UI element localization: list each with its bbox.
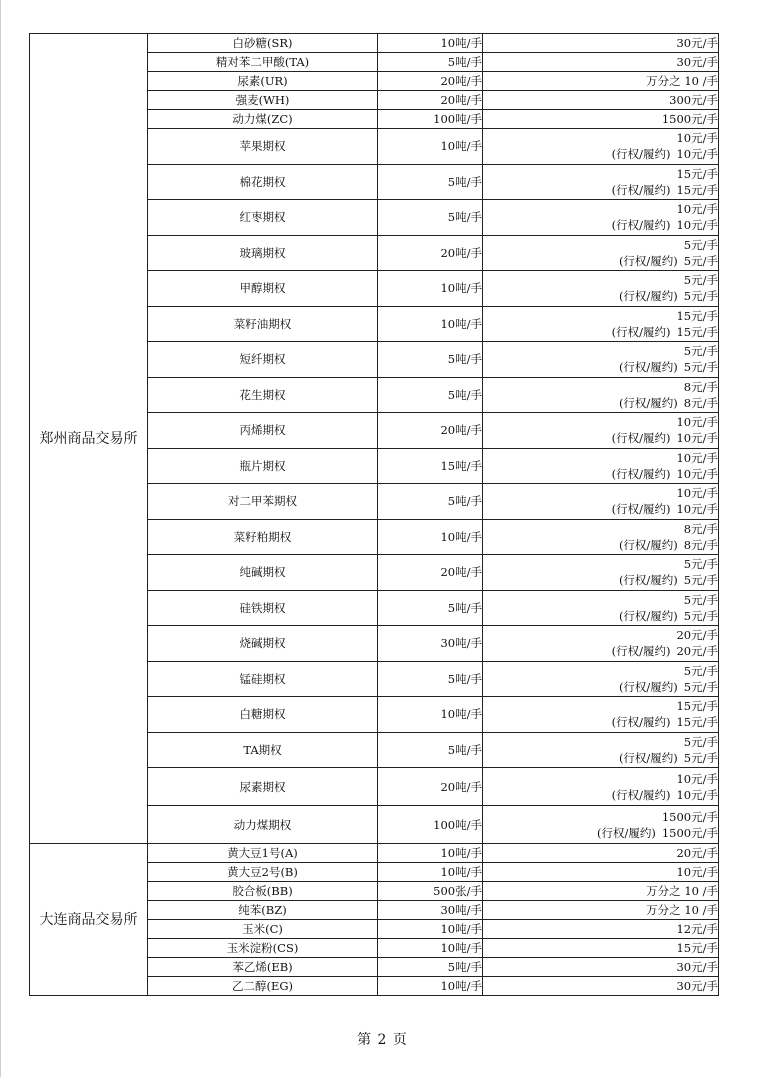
product-name: 棉花期权 [148,164,378,200]
fee-cell [483,271,719,307]
trading-unit: 30吨/手 [378,901,483,920]
exercise-fee: 5元/手 [683,253,718,268]
trading-unit: 100吨/手 [378,110,483,129]
trading-unit: 10吨/手 [378,920,483,939]
trading-unit: 20吨/手 [378,555,483,591]
exercise-label: (行权/履约) [618,750,678,765]
fee-cell [483,484,719,520]
exercise-fee: 5元/手 [683,360,718,375]
fee-cell [483,732,719,768]
trading-unit: 5吨/手 [378,484,483,520]
exercise-fee: 5元/手 [683,573,718,588]
trading-unit: 10吨/手 [378,519,483,555]
trading-unit: 10吨/手 [378,939,483,958]
exercise-fee: 10元/手 [676,431,718,446]
exercise-label: (行权/履约) [611,147,671,162]
trading-fee: 5元/手 [683,592,718,607]
product-name: 苯乙烯(EB) [148,958,378,977]
fee-cell [483,235,719,271]
product-name: 动力煤(ZC) [148,110,378,129]
product-name: TA期权 [148,732,378,768]
trading-unit: 10吨/手 [378,129,483,165]
exercise-label: (行权/履约) [618,608,678,623]
trading-fee: 10元/手 [676,450,718,465]
trading-unit: 10吨/手 [378,34,483,53]
exercise-fee: 5元/手 [683,679,718,694]
product-name: 白糖期权 [148,697,378,733]
exercise-label: (行权/履约) [611,787,671,802]
exercise-label: (行权/履约) [611,715,671,730]
trading-unit: 10吨/手 [378,863,483,882]
trading-unit: 5吨/手 [378,732,483,768]
exercise-fee: 10元/手 [676,147,718,162]
fee-cell: 15元/手 [483,939,719,958]
trading-unit: 5吨/手 [378,590,483,626]
exercise-fee: 5元/手 [683,608,718,623]
product-name: 纯苯(BZ) [148,901,378,920]
fee-cell: 30元/手 [483,34,719,53]
product-name: 尿素期权 [148,768,378,806]
exercise-fee: 10元/手 [676,502,718,517]
fee-cell [483,448,719,484]
trading-unit: 15吨/手 [378,448,483,484]
exercise-fee: 15元/手 [676,182,718,197]
trading-unit: 5吨/手 [378,661,483,697]
fee-cell [483,377,719,413]
page-edge [0,0,1,1077]
trading-unit: 5吨/手 [378,200,483,236]
futures-row [30,34,719,53]
fee-cell [483,555,719,591]
exercise-label: (行权/履约) [611,502,671,517]
exercise-label: (行权/履约) [618,360,678,375]
trading-fee: 10元/手 [676,202,718,217]
trading-unit: 5吨/手 [378,377,483,413]
trading-unit: 5吨/手 [378,164,483,200]
fee-cell: 12元/手 [483,920,719,939]
fee-cell [483,697,719,733]
fee-cell [483,306,719,342]
trading-fee: 1500元/手 [661,809,718,824]
product-name: 甲醇期权 [148,271,378,307]
exercise-label: (行权/履约) [611,466,671,481]
trading-unit: 10吨/手 [378,977,483,996]
futures-row [30,844,719,863]
fee-cell: 万分之 10 /手 [483,882,719,901]
exercise-label: (行权/履约) [596,825,656,840]
fee-cell: 1500元/手 [483,110,719,129]
product-name: 胶合板(BB) [148,882,378,901]
exercise-label: (行权/履约) [618,289,678,304]
fee-cell [483,806,719,844]
product-name: 对二甲苯期权 [148,484,378,520]
trading-unit: 20吨/手 [378,91,483,110]
fee-cell: 30元/手 [483,958,719,977]
product-name: 纯碱期权 [148,555,378,591]
fee-cell [483,164,719,200]
trading-unit: 10吨/手 [378,844,483,863]
trading-unit: 500张/手 [378,882,483,901]
exercise-label: (行权/履约) [611,431,671,446]
fee-cell [483,626,719,662]
product-name: 黄大豆1号(A) [148,844,378,863]
trading-unit: 5吨/手 [378,53,483,72]
trading-fee: 5元/手 [683,344,718,359]
exercise-label: (行权/履约) [611,218,671,233]
fee-cell: 30元/手 [483,977,719,996]
exercise-fee: 15元/手 [676,324,718,339]
product-name: 尿素(UR) [148,72,378,91]
product-name: 玉米(C) [148,920,378,939]
trading-fee: 10元/手 [676,415,718,430]
trading-unit: 5吨/手 [378,958,483,977]
exercise-fee: 1500元/手 [661,825,718,840]
trading-fee: 10元/手 [676,131,718,146]
trading-fee: 8元/手 [683,521,718,536]
exercise-fee: 5元/手 [683,289,718,304]
trading-unit: 10吨/手 [378,271,483,307]
product-name: 乙二醇(EG) [148,977,378,996]
fee-cell: 10元/手 [483,863,719,882]
exercise-fee: 5元/手 [683,750,718,765]
exercise-label: (行权/履约) [618,537,678,552]
fee-cell [483,342,719,378]
product-name: 花生期权 [148,377,378,413]
trading-unit: 30吨/手 [378,626,483,662]
product-name: 菜籽油期权 [148,306,378,342]
trading-unit: 100吨/手 [378,806,483,844]
product-name: 丙烯期权 [148,413,378,449]
trading-fee: 5元/手 [683,237,718,252]
fee-cell: 20元/手 [483,844,719,863]
trading-fee: 5元/手 [683,734,718,749]
page-number: 第 2 页 [357,1032,408,1048]
product-name: 烧碱期权 [148,626,378,662]
exercise-fee: 10元/手 [676,787,718,802]
fee-table [29,33,719,996]
exercise-label: (行权/履约) [618,573,678,588]
product-name: 红枣期权 [148,200,378,236]
product-name: 锰硅期权 [148,661,378,697]
trading-unit: 20吨/手 [378,72,483,91]
fee-cell [483,768,719,806]
trading-unit: 20吨/手 [378,235,483,271]
product-name: 瓶片期权 [148,448,378,484]
trading-unit: 20吨/手 [378,413,483,449]
product-name: 硅铁期权 [148,590,378,626]
trading-fee: 15元/手 [676,699,718,714]
exercise-fee: 20元/手 [676,644,718,659]
product-name: 菜籽粕期权 [148,519,378,555]
fee-cell: 万分之 10 /手 [483,901,719,920]
exercise-label: (行权/履约) [611,324,671,339]
exercise-label: (行权/履约) [611,644,671,659]
trading-fee: 5元/手 [683,273,718,288]
exercise-fee: 10元/手 [676,466,718,481]
product-name: 精对苯二甲酸(TA) [148,53,378,72]
fee-cell [483,200,719,236]
trading-fee: 10元/手 [676,771,718,786]
trading-fee: 15元/手 [676,308,718,323]
product-name: 玉米淀粉(CS) [148,939,378,958]
exercise-label: (行权/履约) [618,253,678,268]
product-name: 动力煤期权 [148,806,378,844]
fee-cell [483,519,719,555]
product-name: 短纤期权 [148,342,378,378]
product-name: 苹果期权 [148,129,378,165]
exercise-fee: 8元/手 [683,537,718,552]
fee-cell: 万分之 10 /手 [483,72,719,91]
product-name: 玻璃期权 [148,235,378,271]
exercise-label: (行权/履约) [611,182,671,197]
exercise-fee: 10元/手 [676,218,718,233]
product-name: 黄大豆2号(B) [148,863,378,882]
trading-unit: 10吨/手 [378,306,483,342]
product-name: 强麦(WH) [148,91,378,110]
trading-fee: 8元/手 [683,379,718,394]
exchange-name: 大连商品交易所 [30,844,148,996]
trading-unit: 20吨/手 [378,768,483,806]
trading-fee: 5元/手 [683,557,718,572]
trading-unit: 10吨/手 [378,697,483,733]
fee-cell [483,661,719,697]
exercise-fee: 8元/手 [683,395,718,410]
exchange-name: 郑州商品交易所 [30,34,148,844]
fee-cell: 300元/手 [483,91,719,110]
trading-fee: 10元/手 [676,486,718,501]
trading-fee: 5元/手 [683,663,718,678]
trading-fee: 15元/手 [676,166,718,181]
exercise-label: (行权/履约) [618,679,678,694]
exercise-fee: 15元/手 [676,715,718,730]
product-name: 白砂糖(SR) [148,34,378,53]
fee-cell [483,129,719,165]
exercise-label: (行权/履约) [618,395,678,410]
fee-cell: 30元/手 [483,53,719,72]
fee-cell [483,413,719,449]
trading-fee: 20元/手 [676,628,718,643]
trading-unit: 5吨/手 [378,342,483,378]
fee-cell [483,590,719,626]
